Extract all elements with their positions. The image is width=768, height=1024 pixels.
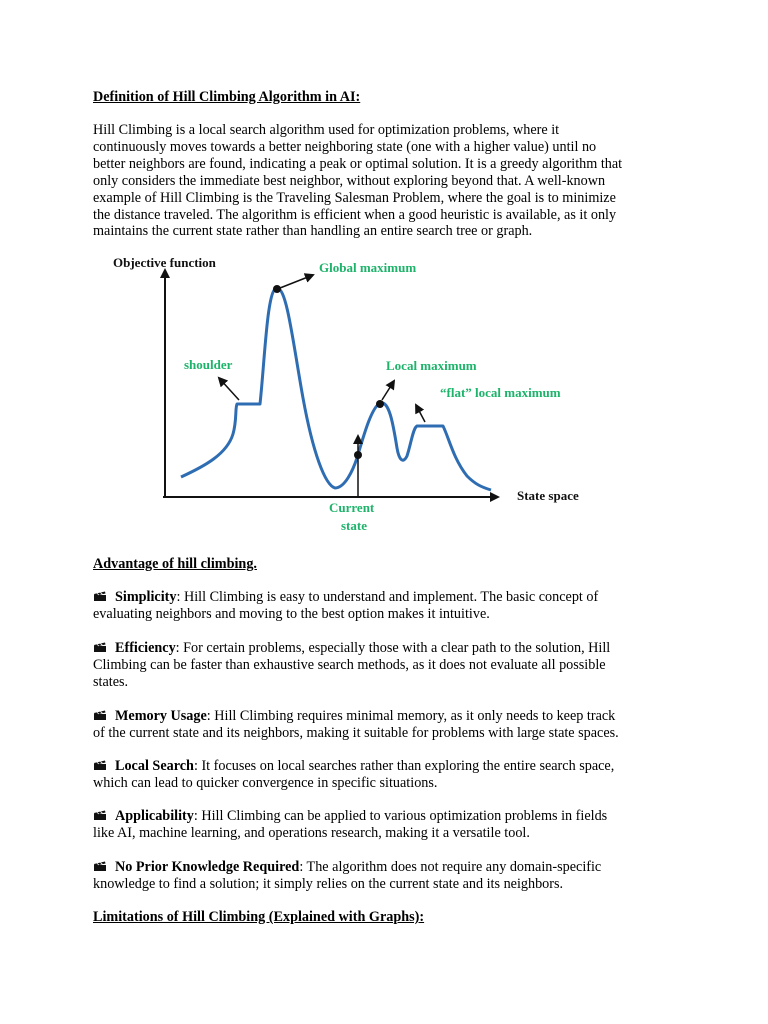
paragraph-line: example of Hill Climbing is the Traveling Salesman Problem, where the goal is to minimize xyxy=(93,189,616,206)
clapperboard-icon xyxy=(93,591,107,602)
advantage-text: states. xyxy=(93,673,129,690)
local-max-pointer xyxy=(382,381,394,400)
advantage-item-simplicity xyxy=(93,589,673,623)
shoulder-label: shoulder xyxy=(184,357,233,372)
advantage-text: evaluating neighbors and moving to the best option makes it intuitive. xyxy=(93,605,490,622)
advantages-heading: Advantage of hill climbing. xyxy=(93,556,257,572)
local-max-label: Local maximum xyxy=(386,358,477,373)
global-max-pointer xyxy=(280,275,313,288)
paragraph-line: maintains the current state rather than handling an entire search tree or graph. xyxy=(93,223,533,240)
advantage-term: Simplicity xyxy=(115,589,177,605)
clapperboard-icon xyxy=(93,861,107,872)
clapperboard-icon xyxy=(93,642,107,653)
advantage-item-memory-usage xyxy=(93,708,673,742)
definition-paragraph xyxy=(93,122,673,240)
local-maximum-point xyxy=(376,400,384,408)
advantage-text: of the current state and its neighbors, making it suitable for problems with large state spaces. xyxy=(93,724,619,741)
advantage-text: like AI, machine learning, and operations research, making it a versatile tool. xyxy=(93,824,530,841)
current-state-label-line2: state xyxy=(341,518,367,533)
y-axis-label: Objective function xyxy=(113,255,216,270)
global-max-label: Global maximum xyxy=(319,260,417,275)
clapperboard-icon xyxy=(93,810,107,821)
advantage-term: Applicability xyxy=(115,808,194,824)
paragraph-line: better neighbors are found, indicating a peak or optimal solution. It is a greedy algorithm that xyxy=(93,155,623,172)
paragraph-line: Hill Climbing is a local search algorithm used for optimization problems, where it xyxy=(93,122,560,138)
definition-heading: Definition of Hill Climbing Algorithm in AI: xyxy=(93,89,361,105)
advantage-item-applicability xyxy=(93,808,673,842)
global-maximum-point xyxy=(273,285,281,293)
flat-local-max-pointer xyxy=(416,405,425,422)
advantage-item-local-search xyxy=(93,758,673,792)
flat-local-max-label: “flat” local maximum xyxy=(440,385,561,400)
advantage-text: : Hill Climbing requires minimal memory, as it only needs to keep track xyxy=(206,708,616,724)
advantage-text: knowledge to find a solution; it simply relies on the current state and its neighbors. xyxy=(93,875,564,892)
limitations-heading: Limitations of Hill Climbing (Explained with Graphs): xyxy=(93,909,425,925)
clapperboard-icon xyxy=(93,760,107,771)
advantage-text: : For certain problems, especially those with a clear path to the solution, Hill xyxy=(175,640,611,656)
advantage-text: : The algorithm does not require any domain-specific xyxy=(299,859,602,875)
advantage-term: Memory Usage xyxy=(115,708,207,724)
advantage-text: : Hill Climbing is easy to understand and implement. The basic concept of xyxy=(176,589,599,605)
x-axis-label: State space xyxy=(517,488,579,503)
advantage-term: Efficiency xyxy=(115,640,176,656)
paragraph-line: the distance traveled. The algorithm is efficient when a good heuristic is available, as it only xyxy=(93,206,617,223)
advantage-text: Climbing can be faster than exhaustive search methods, as it does not evaluate all possible xyxy=(93,656,606,673)
shoulder-pointer xyxy=(219,378,239,400)
advantage-item-efficiency xyxy=(93,640,673,691)
advantage-item-no-prior-knowledge xyxy=(93,859,673,893)
advantage-term: Local Search xyxy=(115,758,194,774)
clapperboard-icon xyxy=(93,710,107,721)
advantage-text: : It focuses on local searches rather than exploring the entire search space, xyxy=(193,758,615,774)
hill-climbing-figure xyxy=(95,248,605,538)
advantage-text: which can lead to quicker convergence in specific situations. xyxy=(93,774,438,791)
advantage-term: No Prior Knowledge Required xyxy=(115,859,300,875)
advantage-text: : Hill Climbing can be applied to various optimization problems in fields xyxy=(193,808,608,824)
paragraph-line: only considers the immediate best neighbor, without exploring beyond that. A well-known xyxy=(93,172,606,189)
paragraph-line: continuously moves towards a better neighboring state (one with a higher value) until no xyxy=(93,138,597,155)
current-state-label-line1: Current xyxy=(329,500,375,515)
